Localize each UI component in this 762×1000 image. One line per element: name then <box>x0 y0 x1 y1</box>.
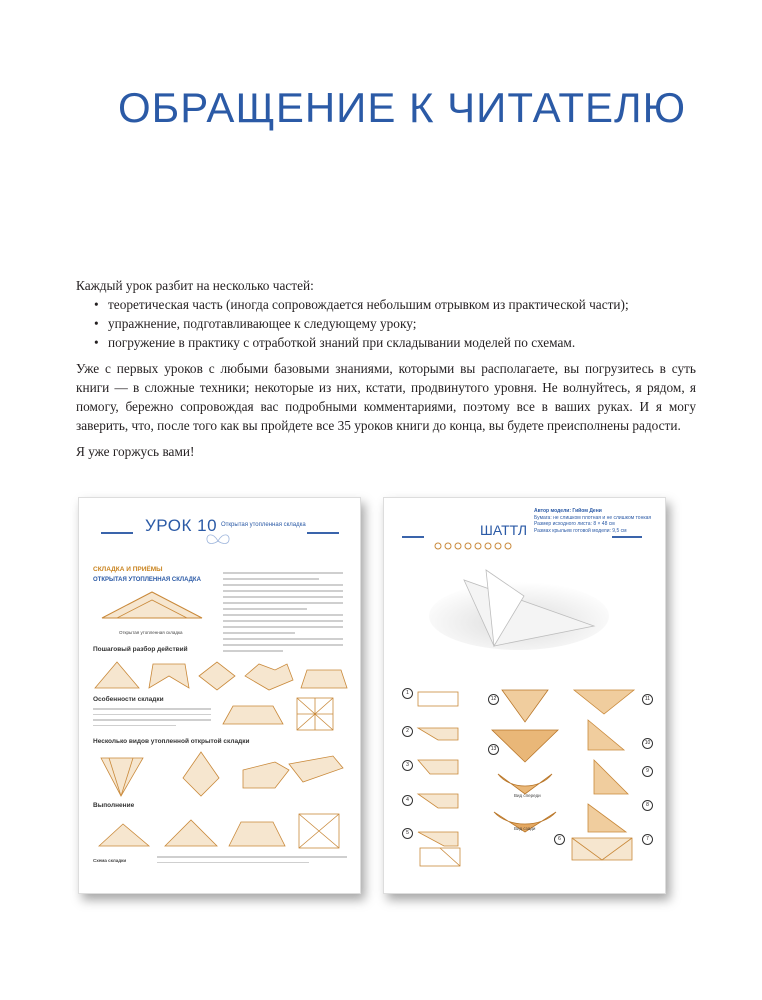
center-step-diagrams <box>488 682 562 842</box>
parts-list <box>76 295 696 352</box>
step-number: 12 <box>488 694 499 705</box>
sample-page-shuttle <box>383 497 666 894</box>
right-step-diagrams <box>568 684 640 874</box>
header-rule <box>612 536 642 538</box>
steps-figures <box>93 656 349 694</box>
step-number: 8 <box>642 800 653 811</box>
lesson-subtitle: Открытая утопленная складка <box>221 522 306 528</box>
shuttle-photo <box>424 556 614 656</box>
left-step-diagrams <box>414 684 480 874</box>
step-number: 6 <box>554 834 565 845</box>
model-info <box>534 508 659 534</box>
step-number: 9 <box>642 766 653 777</box>
main-paragraph: Уже с первых уроков с любыми базовыми знаниями, которыми вы располагаете, вы погрузитесь в суть книги — в сложные техники; некоторые из них, кстати, продвинутого уровня. Не волнуйтесь, я рядом, я помогу, бережно сопровождая вас подробными комментариями, поэтому все в ваших руках. И я могу заверить, что, после того как вы пройдете все 35 уроков книги до конца, вы будете преисполнены радости. <box>76 361 696 433</box>
kinds-heading: Несколько видов утопленной открытой складки <box>93 738 250 745</box>
kinds-figures <box>93 748 349 800</box>
body-text <box>76 276 696 468</box>
step-number: 3 <box>402 760 413 771</box>
difficulty-dots <box>434 542 554 550</box>
section-open-heading: ОТКРЫТАЯ УТОПЛЕННАЯ СКЛАДКА <box>93 577 201 583</box>
scheme-caption: Схема складки <box>93 858 127 863</box>
features-figures <box>221 694 351 734</box>
header-rule <box>307 532 339 534</box>
butterfly-icon <box>205 532 231 550</box>
list-item: • упражнение, подготавливающее к следующему уроку; <box>94 314 696 333</box>
step-number: 2 <box>402 726 413 737</box>
header-rule <box>402 536 424 538</box>
model-paper: Бумага: не слишком плотная и не слишком тонкая <box>534 514 652 521</box>
model-author: Автор модели: Гийом Дени <box>534 508 602 514</box>
view-caption: Вид сзади <box>514 826 536 831</box>
steps-heading: Пошаговый разбор действий <box>93 646 188 653</box>
step-number: 7 <box>642 834 653 845</box>
fold-figure <box>97 588 207 626</box>
figure-caption: Открытая утопленная складка <box>119 630 183 635</box>
model-title: ШАТТЛ <box>480 522 528 538</box>
model-span: Размах крыльев готовой модели: 9,5 см <box>534 527 627 534</box>
caption-lines <box>157 856 347 867</box>
step-number: 11 <box>642 694 653 705</box>
header-rule <box>101 532 133 534</box>
features-heading: Особенности складки <box>93 696 164 703</box>
page-title: ОБРАЩЕНИЕ К ЧИТАТЕЛЮ <box>118 84 687 131</box>
lesson-title: УРОК 10 <box>145 516 218 535</box>
text-column <box>223 572 343 656</box>
step-number: 4 <box>402 795 413 806</box>
model-sheet: Размер исходного листа: 8 × 48 см <box>534 521 615 527</box>
step-number: 10 <box>642 738 653 749</box>
intro-text: Каждый урок разбит на несколько частей: <box>76 278 314 293</box>
list-item: • теоретическая часть (иногда сопровождается небольшим отрывком из практической части); <box>94 295 696 314</box>
step-number: 13 <box>488 744 499 755</box>
view-caption: Вид спереди <box>514 793 541 798</box>
section-folds-heading: СКЛАДКА И ПРИЁМЫ <box>93 566 163 573</box>
closing-text: Я уже горжусь вами! <box>76 444 195 459</box>
step-number: 1 <box>402 688 413 699</box>
sample-page-lesson <box>78 497 361 894</box>
step-number: 5 <box>402 828 413 839</box>
execution-heading: Выполнение <box>93 802 135 809</box>
list-item: • погружение в практику с отработкой знаний при складывании моделей по схемам. <box>94 333 696 352</box>
execution-figures <box>93 810 349 852</box>
text-column <box>93 708 211 730</box>
